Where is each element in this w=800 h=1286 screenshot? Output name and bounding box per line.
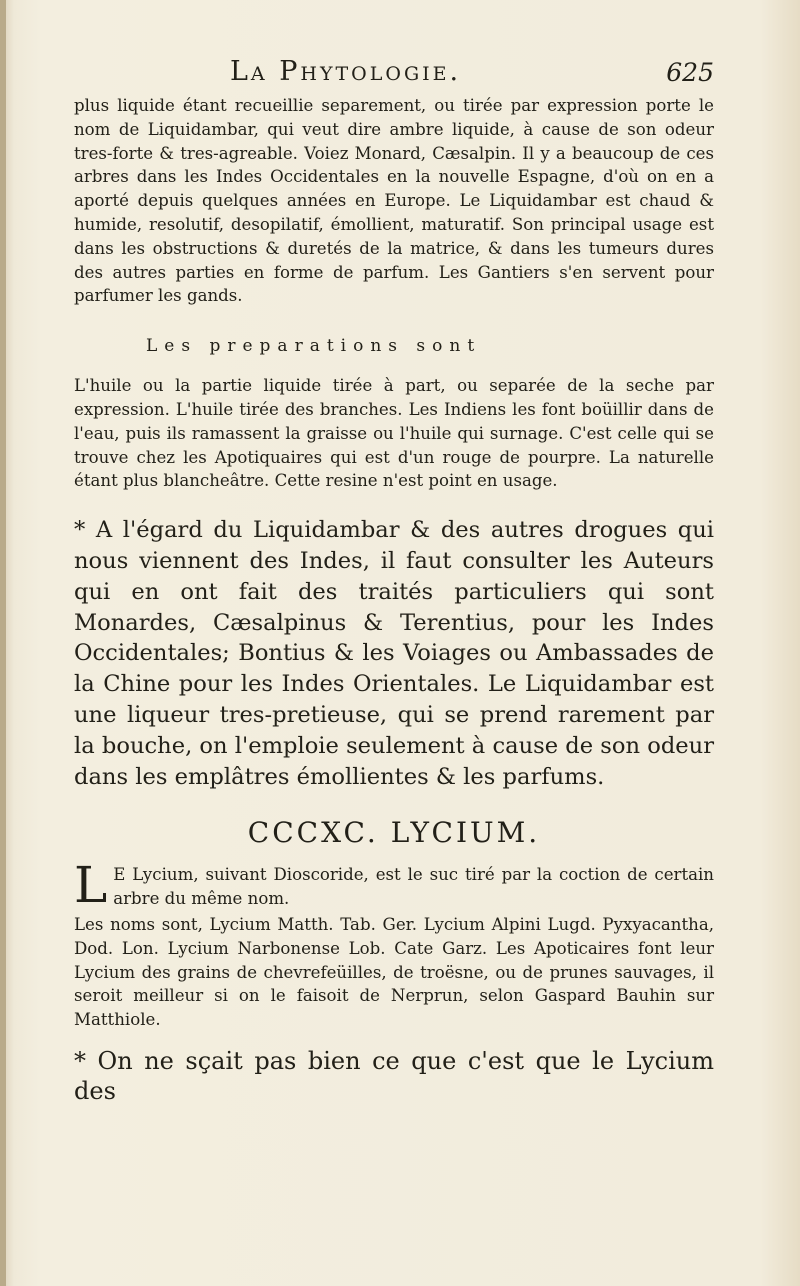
drop-cap: L	[74, 856, 108, 915]
paragraph-commentary: * A l'égard du Liquidambar & des autres drogues qui nous viennent des Indes, il faut consulter les Auteurs qui en ont fait des traités particuliers qui sont Monardes, Cæsalpinus & Terentius, pour les Indes Occidentales; Bontius & les Voiages ou Ambassades de la Chine pour les Indes Orientales. Le Liquidambar est une liqueur tres-pretieuse, qui se prend rarement par la bouche, on l'emploie seulement à cause de son odeur dans les emplâtres émollientes & les parfums.	[74, 517, 715, 790]
running-head	[74, 56, 714, 94]
chapter-title: CCCXC. LYCIUM.	[247, 816, 541, 850]
paragraph-lycium-names: Les noms sont, Lycium Matth. Tab. Ger. Lycium Alpini Lugd. Pyxyacantha, Dod. Lon. Lycium Narbonense Lob. Cate Garz. Les Apoticaires font leur Lycium des grains de chevrefeüilles, de troësne, ou de prunes sauvages, il seroit meilleur si on le faisoit de Nerprun, selon Gaspard Bauhin sur Matthiole.	[74, 914, 714, 1030]
lycium-intro-text: E Lycium, suivant Dioscoride, est le suc tiré par la coction de certain arbre du même nom.	[113, 865, 714, 909]
running-title: La Phytologie.	[230, 56, 462, 87]
paragraph-preparations: L'huile ou la partie liquide tirée à part, ou separée de la seche par expression. L'huile tirée des branches. Les Indiens les font boüillir dans de l'eau, puis ils ramassent la graisse ou l'huile qui surnage. C'est celle qui se trouve chez les Apotiquaires qui est d'un rouge de pourpre. La naturelle étant plus blancheâtre. Cette resine n'est point en usage.	[74, 376, 714, 491]
commentary-block	[74, 515, 714, 792]
page-number: 625	[666, 58, 714, 87]
paragraph-liquidambar: plus liquide étant recueillie separement, ou tirée par expression porte le nom de Liquidambar, qui veut dire ambre liquide, à cause de son odeur tres-forte & tres-agreable. Voiez Monard, Cæsalpin. Il y a beaucoup de ces arbres dans les Indes Occidentales en la nouvelle Espagne, d'où on en a aporté depuis quelques années en Europe. Le Liquidambar est chaud & humide, resolutif, desopilatif, émollient, maturatif. Son principal usage est dans les obstructions & duretés de la matrice, & dans les tumeurs dures des autres parties en forme de parfum. Les Gantiers s'en servent pour parfumer les gands.	[74, 96, 714, 306]
paragraph-lycium-commentary: * On ne sçait pas bien ce que c'est que le Lycium des	[74, 1046, 714, 1105]
liquidambar-description	[74, 94, 714, 308]
page-content	[74, 56, 714, 1106]
lycium-block	[74, 856, 714, 1032]
preparations-block	[74, 374, 714, 493]
paragraph-lycium-intro	[74, 856, 714, 915]
page-gutter	[0, 0, 6, 1286]
section-heading: Les preparations sont	[146, 336, 482, 357]
